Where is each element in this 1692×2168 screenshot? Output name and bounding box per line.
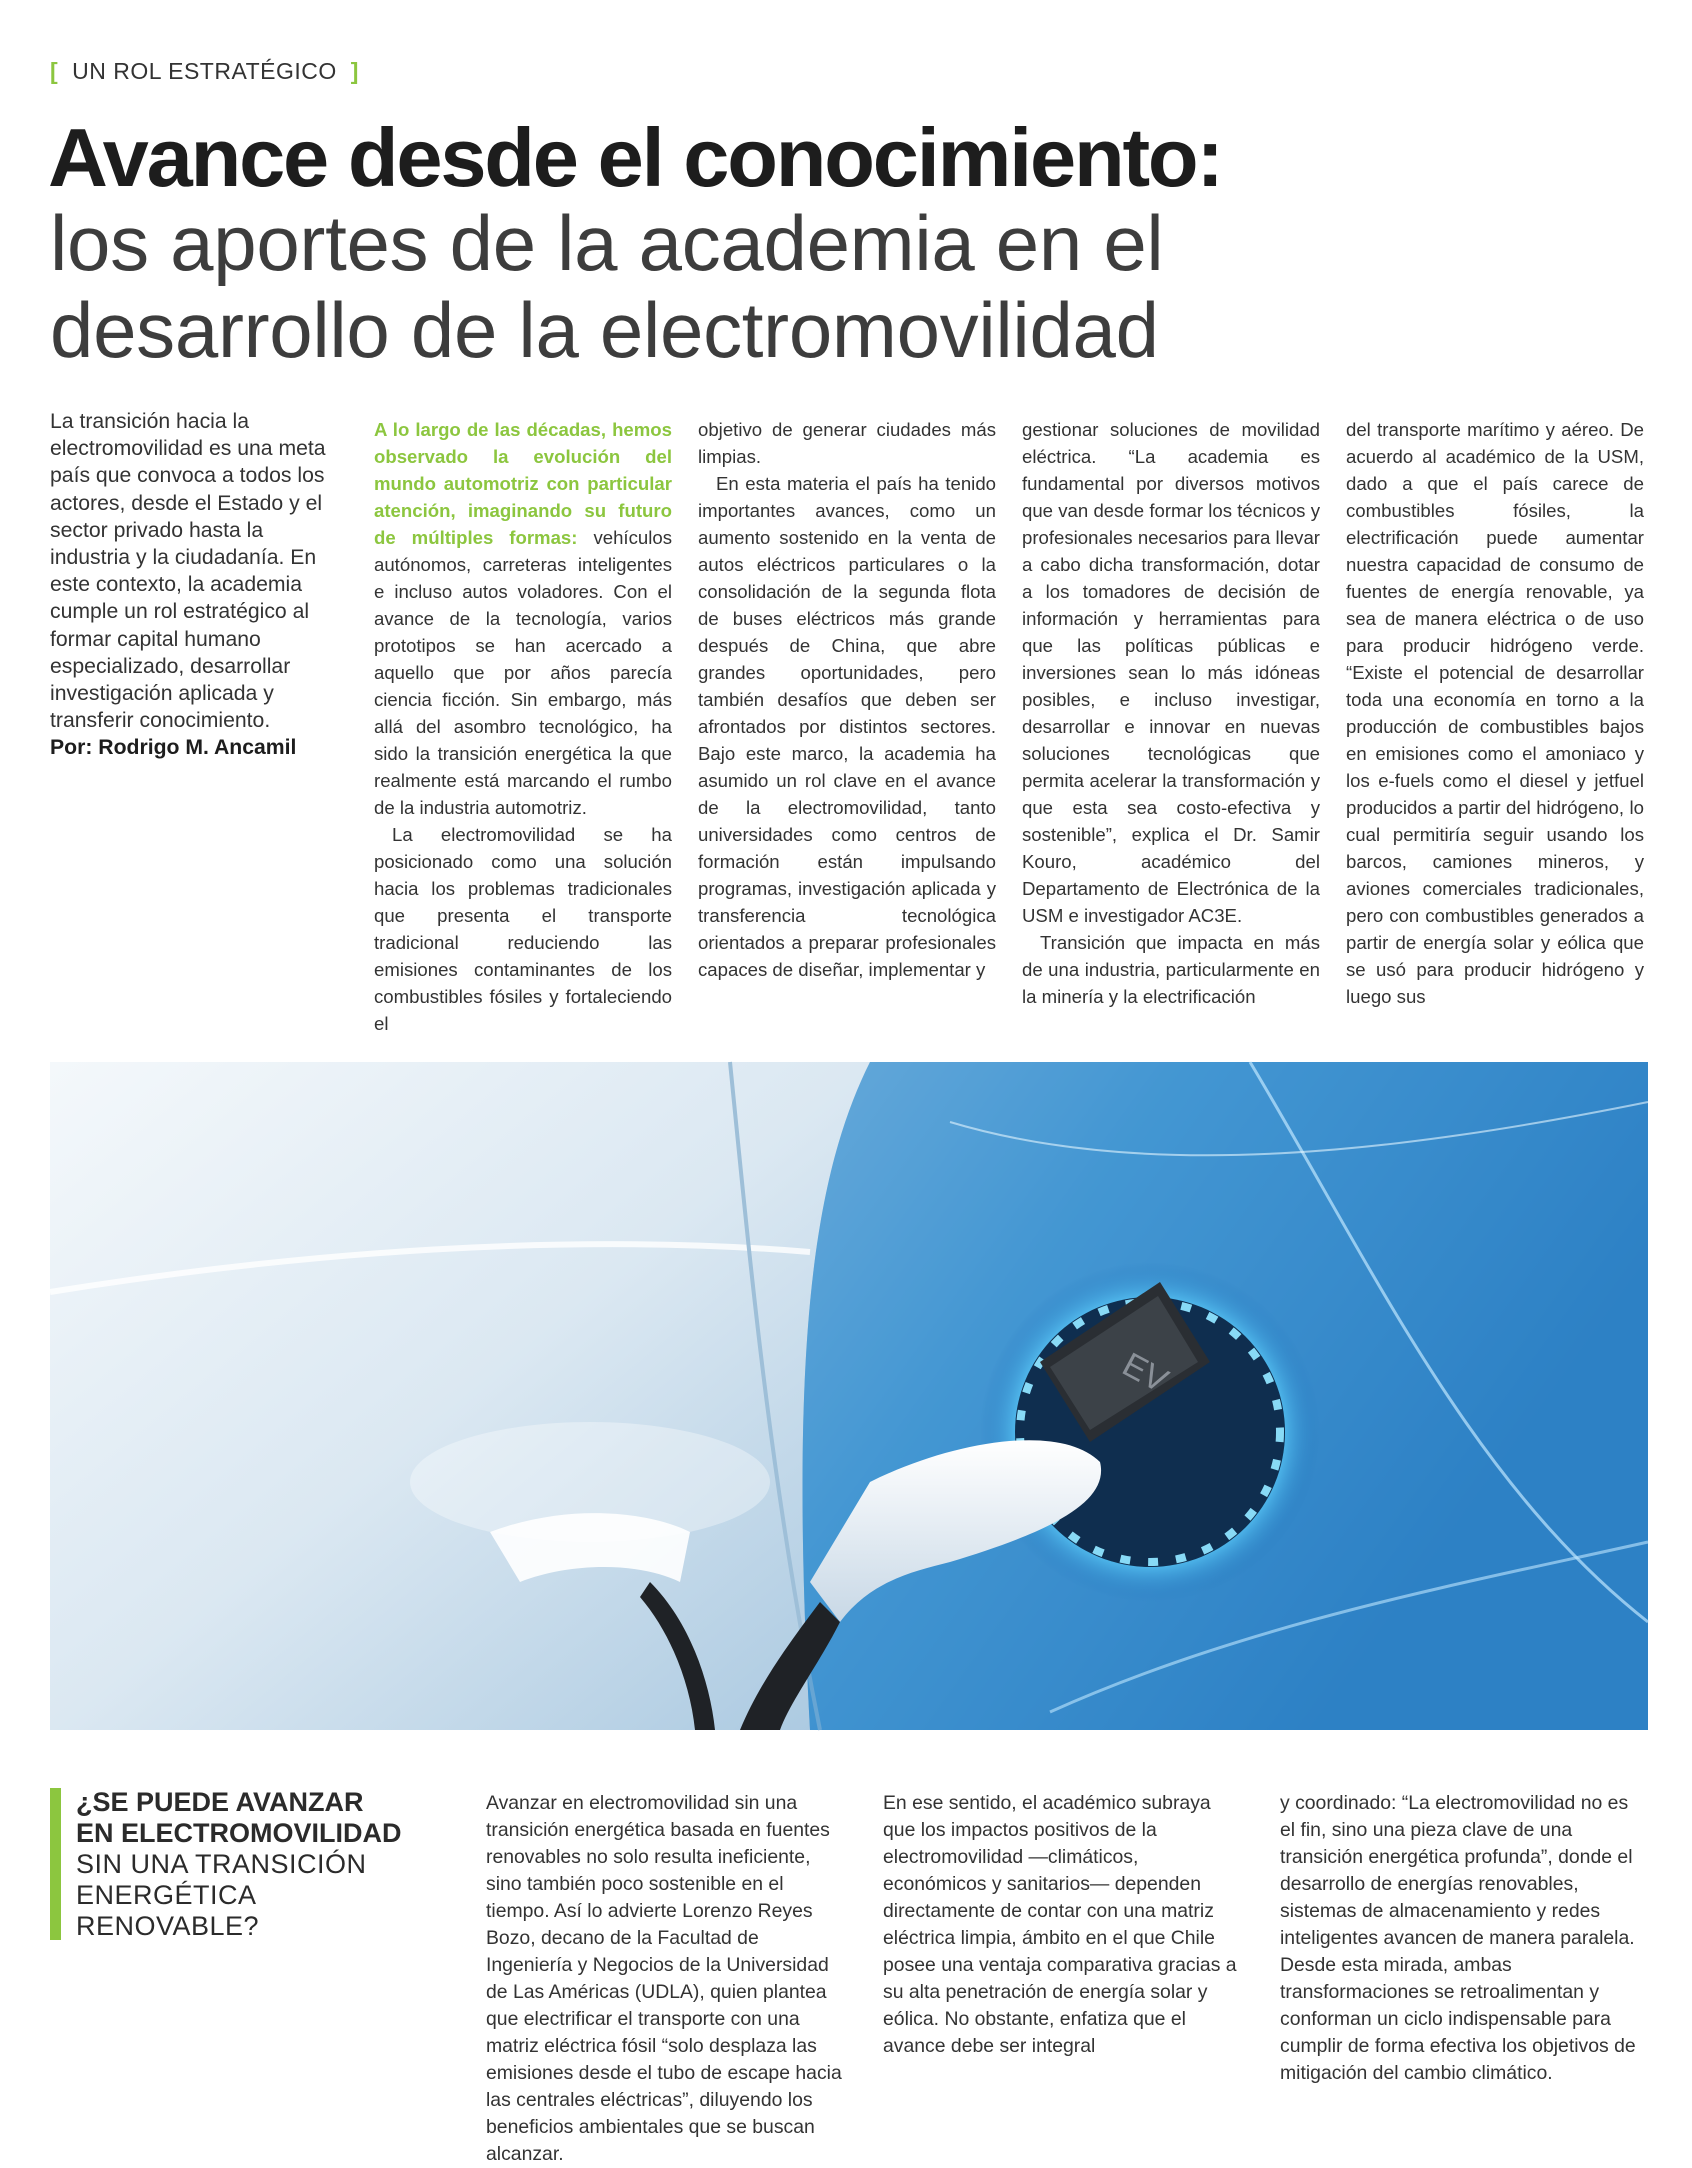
question-line-4: ENERGÉTICA <box>76 1880 257 1910</box>
body-column-3 <box>1022 416 1320 1036</box>
bottom-column-1 <box>486 1790 846 2165</box>
lead-paragraph <box>50 408 345 762</box>
lead-text: La transición hacia la electromovilidad es una meta país que convoca a todos los actores, desde el Estado y el sector privado hasta la industria y la ciudadanía. En este contexto, la academia cumple un rol estratégico al formar capital humano especializado, desarrollar investigación aplicada y transferir conocimiento. <box>50 410 326 733</box>
bottom-column-1-text: Avanzar en electromovilidad sin una transición energética basada en fuentes renovables no solo resulta ineficiente, sino también poco sostenible en el tiempo. Así lo advierte Lorenzo Reyes Bozo, decano de la Facultad de Ingeniería y Negocios de la Universidad de Las Américas (UDLA), quien plantea que electrificar el transporte con una matriz eléctrica fósil “solo desplaza las emisiones desde el tubo de escape hacia las centrales eléctricas”, diluyendo los beneficios ambientales que se buscan alcanzar. <box>486 1792 842 2165</box>
ev-embossed-label: EV <box>1116 1345 1175 1401</box>
headline-light-line-1: los aportes de la academia en el <box>50 199 1164 287</box>
column-1-paragraph-1 <box>374 416 672 821</box>
column-2-paragraph-2: En esta materia el país ha tenido importantes avances, como un aumento sostenido en la venta de autos eléctricos particulares o la consolidación de la segunda flota de buses eléctricos más grande después de China, que abre grandes oportunidades, pero también desafíos que deben ser afrontados por distintos sectores. Bajo este marco, la academia ha asumido un rol clave en el avance de la electromovilidad, tanto universidades como centros de formación están impulsando programas, investigación aplicada y transferencia tecnológica orientados a preparar profesionales capaces de diseñar, implementar y <box>698 473 996 980</box>
bottom-column-2 <box>883 1790 1243 2120</box>
column-3-paragraph-1: gestionar soluciones de movilidad eléctrica. “La academia es fundamental por diversos motivos que van desde formar los técnicos y profesionales necesarios para llevar a cabo dicha transformación, dotar a los tomadores de decisión de información y herramientas para que las políticas públicas e inversiones sean lo más idóneas posibles, e incluso investigar, desarrollar e innovar en nuevas soluciones tecnológicas que permita acelerar la transformación y que esta sea costo-efectiva y sostenible”, explica el Dr. Samir Kouro, académico del Departamento de Electrónica de la USM e investigador AC3E. <box>1022 419 1320 926</box>
byline: Por: Rodrigo M. Ancamil <box>50 736 297 760</box>
bracket-left: [ <box>50 58 59 84</box>
body-column-4 <box>1346 416 1644 1036</box>
intro-highlight: A lo largo de las décadas, hemos observado la evolución del mundo automotriz con particular atención, imaginando su futuro de múltiples formas: <box>374 419 672 548</box>
bottom-column-3 <box>1280 1790 1640 2120</box>
question-line-5: RENOVABLE? <box>76 1911 260 1941</box>
bracket-right: ] <box>350 58 359 84</box>
sidebar-question-light <box>76 1849 367 1942</box>
bottom-column-3-text: y coordinado: “La electromovilidad no es el fin, sino una pieza clave de una transición energética profunda”, donde el desarrollo de energías renovables, sistemas de almacenamiento y redes inteligentes avancen de manera paralela. Desde esta mirada, ambas transformaciones se retroalimentan y conforman un ciclo indispensable para cumplir de forma efectiva los objetivos de mitigación del cambio climático. <box>1280 1792 1636 2084</box>
sidebar-question-bold <box>76 1787 402 1849</box>
question-line-3: SIN UNA TRANSICIÓN <box>76 1849 367 1879</box>
body-column-2 <box>698 416 996 1036</box>
section-tag <box>50 58 359 85</box>
column-2-paragraph-1: objetivo de generar ciudades más limpias. <box>698 419 996 467</box>
question-line-2: EN ELECTROMOVILIDAD <box>76 1818 402 1848</box>
section-tag-label: UN ROL ESTRATÉGICO <box>72 58 337 84</box>
bottom-column-2-text: En ese sentido, el académico subraya que los impactos positivos de la electromovilidad —climáticos, económicos y sanitarios— dependen directamente de contar con una matriz eléctrica limpia, ámbito en el que Chile posee una ventaja comparativa gracias a su alta penetración de energía solar y eólica. No obstante, enfatiza que el avance debe ser integral <box>883 1792 1237 2057</box>
headline-bold: Avance desde el conocimiento: <box>48 111 1222 204</box>
column-1-text-1: vehículos autónomos, carreteras inteligentes e incluso autos voladores. Con el avance de la tecnología, varios prototipos se han acercado a aquello que por años parecía ciencia ficción. Sin embargo, más allá del asombro tecnológico, ha sido la transición energética la que realmente está marcando el rumbo de la industria automotriz. <box>374 527 673 818</box>
column-1-paragraph-2: La electromovilidad se ha posicionado como una solución hacia los problemas tradicionales que presenta el transporte tradicional reduciendo las emisiones contaminantes de los combustibles fósiles y fortaleciendo el <box>374 824 672 1034</box>
headline-light-line-2: desarrollo de la electromovilidad <box>50 286 1159 374</box>
body-column-1 <box>374 416 672 1036</box>
question-line-1: ¿SE PUEDE AVANZAR <box>76 1787 364 1817</box>
ev-charging-photo <box>50 1062 1648 1730</box>
accent-bar <box>50 1788 61 1940</box>
column-4-paragraph-1: del transporte marítimo y aéreo. De acuerdo al académico de la USM, dado a que el país carece de combustibles fósiles, la electrificación puede aumentar nuestra capacidad de consumo de fuentes de energía renovable, ya sea de manera eléctrica o de uso para producir hidrógeno verde. “Existe el potencial de desarrollar toda una economía en torno a la producción de combustibles bajos en emisiones como el amoniaco y los e-fuels como el diesel y jetfuel producidos a partir del hidrógeno, lo cual permitiría seguir usando los barcos, camiones mineros, y aviones comerciales tradicionales, pero con combustibles generados a partir de energía solar y eólica que se usó para producir hidrógeno y luego sus <box>1346 419 1644 1007</box>
column-3-paragraph-2: Transición que impacta en más de una industria, particularmente en la minería y la electrificación <box>1022 932 1320 1007</box>
